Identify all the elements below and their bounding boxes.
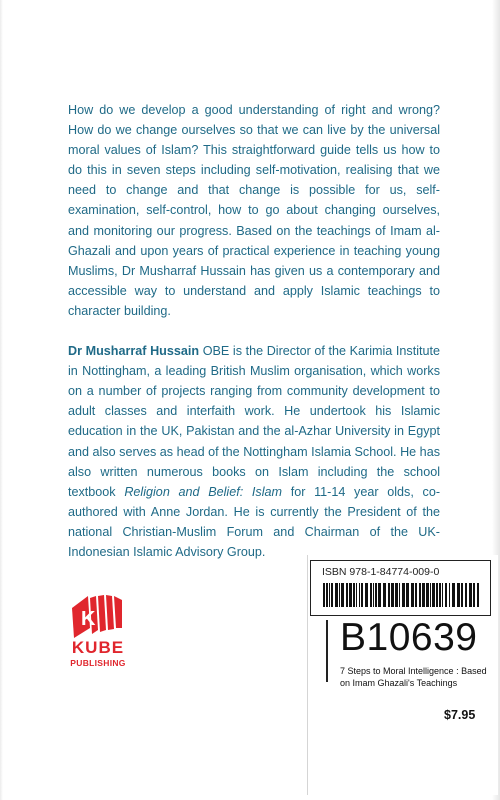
barcode-bar bbox=[430, 583, 431, 607]
barcode-bar bbox=[375, 583, 377, 607]
barcode-bar bbox=[422, 583, 425, 607]
catalog-title: 7 Steps to Moral Intelligence : Based on Imam Ghazali's Teachings bbox=[340, 666, 487, 688]
barcode-bar bbox=[426, 583, 429, 607]
barcode-bar bbox=[452, 583, 455, 607]
book-description-paragraph: How do we develop a good understanding of right and wrong? How do we change ourselves so that we can live by the universal moral values of Islam? This straightforward guide tells us how to do this in seven steps including self-motivation, realising that we need to change and that change is possible for us, self-examination, self-control, how to go about changing ourselves, and monitoring our progress. Based on the teachings of Imam al-Ghazali and upon years of practical experience in teaching young Muslims, Dr Musharraf Hussain has given us a contemporary and accessible way to understand and apply Islamic teachings to character building. bbox=[68, 103, 440, 318]
author-bio-text-part-1: OBE is the Director of the Karimia Institute in Nottingham, a leading British Muslim organisation, which works on a number of projects ranging from community development to adult classes and interfaith work. He undertook his Islamic education in the UK, Pakistan and the al-Azhar University in Egypt and also serves as head of the Nottingham Islamia School. He has also written numerous books on Islam including the school textbook bbox=[68, 344, 441, 499]
barcode-bar bbox=[346, 583, 348, 607]
barcode-bar bbox=[411, 583, 414, 607]
textbook-title: Religion and Belief: Islam bbox=[124, 484, 282, 499]
barcode-bar bbox=[469, 583, 472, 607]
isbn-barcode-box bbox=[310, 560, 491, 616]
barcode-bar bbox=[341, 583, 344, 607]
barcode-bar bbox=[457, 583, 460, 607]
barcode-bar bbox=[388, 583, 390, 607]
barcode-bar bbox=[335, 583, 338, 607]
barcode-bar bbox=[349, 583, 352, 607]
isbn-number: ISBN 978-1-84774-009-0 bbox=[322, 566, 440, 578]
author-name: Dr Musharraf Hussain bbox=[68, 344, 200, 359]
barcode-bar bbox=[399, 583, 400, 607]
barcode-bar bbox=[323, 583, 325, 607]
barcode-bar bbox=[395, 583, 398, 607]
logo-letter: K bbox=[81, 608, 96, 630]
barcode-bar bbox=[361, 583, 363, 607]
barcode-bar bbox=[442, 583, 443, 607]
barcode-bar bbox=[339, 583, 340, 607]
barcode-bar bbox=[406, 583, 409, 607]
barcode-bar bbox=[353, 583, 355, 607]
author-bio-paragraph bbox=[68, 341, 440, 562]
barcode-bar bbox=[402, 583, 405, 607]
barcode-bar bbox=[436, 583, 438, 607]
publisher-name: KUBE bbox=[71, 638, 125, 657]
publisher-tagline: PUBLISHING bbox=[70, 658, 126, 668]
barcode bbox=[323, 583, 481, 607]
barcode-bar bbox=[359, 583, 360, 607]
barcode-bar bbox=[445, 583, 447, 607]
barcode-bar bbox=[329, 583, 330, 607]
cover-edge-left bbox=[0, 0, 3, 800]
author-bio-text-part-2: for 11-14 year olds, co-authored with Anne Jordan. He is currently the President of the national Christian-Muslim Forum and Chairman of the UK-Indonesian Islamic Advisory Group. bbox=[68, 484, 441, 559]
price-tag: $7.95 bbox=[444, 708, 476, 722]
barcode-bar bbox=[370, 583, 372, 607]
barcode-bar bbox=[465, 583, 467, 607]
barcode-bar bbox=[383, 583, 386, 607]
barcode-bar bbox=[331, 583, 333, 607]
barcode-bar bbox=[419, 583, 421, 607]
barcode-bar bbox=[432, 583, 435, 607]
book-stack-icon bbox=[66, 594, 130, 638]
barcode-bar bbox=[461, 583, 463, 607]
call-number: B10639 bbox=[340, 616, 478, 659]
barcode-bar bbox=[373, 583, 374, 607]
barcode-bar bbox=[477, 583, 479, 607]
barcode-bar bbox=[439, 583, 441, 607]
barcode-bar bbox=[449, 583, 450, 607]
barcode-bar bbox=[473, 583, 475, 607]
barcode-bar bbox=[356, 583, 357, 607]
label-divider bbox=[326, 620, 328, 682]
barcode-bar bbox=[326, 583, 328, 607]
blurb-text-block bbox=[68, 100, 440, 562]
barcode-bar bbox=[378, 583, 381, 607]
barcode-bar bbox=[415, 583, 417, 607]
barcode-bar bbox=[365, 583, 368, 607]
kube-publishing-logo bbox=[58, 594, 138, 674]
barcode-bar bbox=[391, 583, 394, 607]
